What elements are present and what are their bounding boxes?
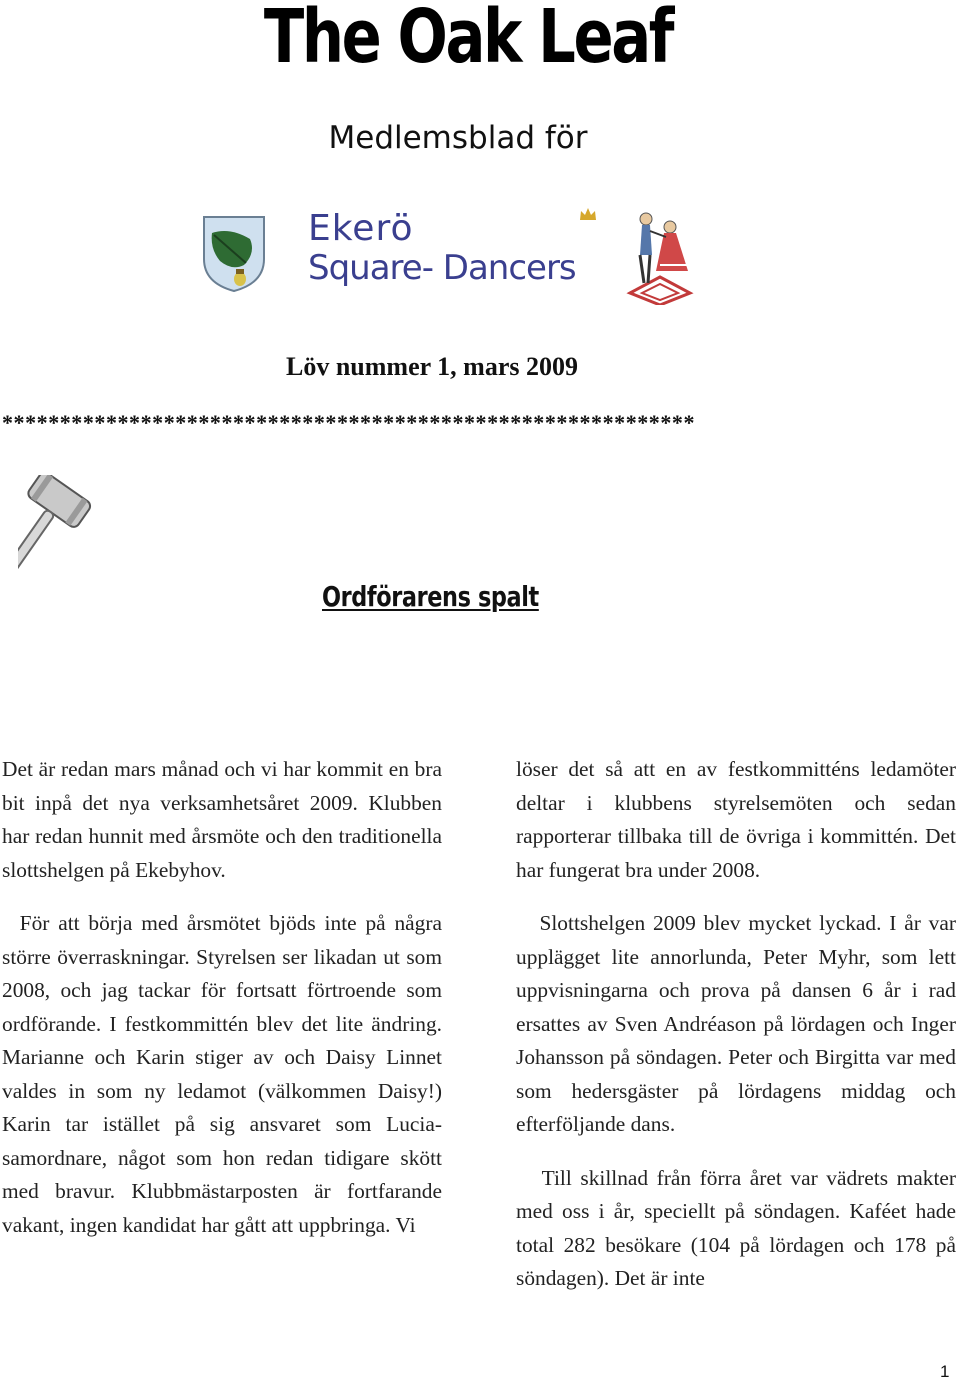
- issue-line: Löv nummer 1, mars 2009: [285, 352, 578, 381]
- crown-icon: [579, 207, 597, 221]
- subtitle: Medlemsblad för: [328, 120, 588, 156]
- page-number: 1: [940, 1362, 950, 1381]
- star-divider: ************************************************************: [2, 410, 695, 435]
- paragraph: För att börja med årsmötet bjöds inte på några större överraskningar. Styrelsen ser likadan ut som 2008, och jag tackar för fortsatt förtroende som ordförande. I festkommittén blev det lite ändring. Marianne och Karin stiger av och Daisy Linnet valdes in som ny ledamot (välkommen Daisy!) Karin tar istället på sig ansvaret som Lucia-samordnare, något som hon redan tidigare skött med bravur. Klubbmästarposten är fortfarande vakant, ingen kandidat har gått att uppbringa. Vi: [2, 911, 442, 1237]
- paragraph: Det är redan mars månad och vi har kommit en bra bit inpå det nya verksamhetsåret 2009. Klubben har redan hunnit med årsmöte och den traditionella slottshelgen på Ekebyhov.: [2, 757, 442, 882]
- right-column: [516, 753, 956, 1316]
- section-title: Ordförarens spalt: [322, 580, 539, 613]
- paragraph: löser det så att en av festkommitténs ledamöter deltar i klubbens styrelsemöten och sedan rapporterar tillbaka till de övriga i kommittén. Det har fungerat bra under 2008.: [516, 757, 956, 882]
- logo-line-2: Square- Dancers: [308, 248, 576, 288]
- logo-line-1: Ekerö: [308, 208, 414, 249]
- left-column: [2, 753, 442, 1262]
- paragraph: Slottshelgen 2009 blev mycket lyckad. I år var upplägget lite annorlunda, Peter Myhr, som lett uppvisningarna och prova på dansen 6 år i rad ersattes av Sven Andréason på lördagen och Inger Johansson på söndagen. Peter och Birgitta var med som hedersgäster på lördagens middag och efterföljande dans.: [516, 911, 956, 1136]
- square-dancers-icon: [620, 205, 700, 305]
- paragraph: Till skillnad från förra året var vädrets makter med oss i år, speciellt på söndagen. Kaféet hade total 282 besökare (104 på lördagen och 178 på söndagen). Det är inte: [516, 1165, 956, 1290]
- logo-row: [190, 195, 710, 315]
- masthead-title: The Oak Leaf: [263, 0, 673, 80]
- gavel-icon: [18, 475, 158, 605]
- club-logo-text: [308, 208, 576, 288]
- oak-leaf-shield-icon: [200, 213, 268, 293]
